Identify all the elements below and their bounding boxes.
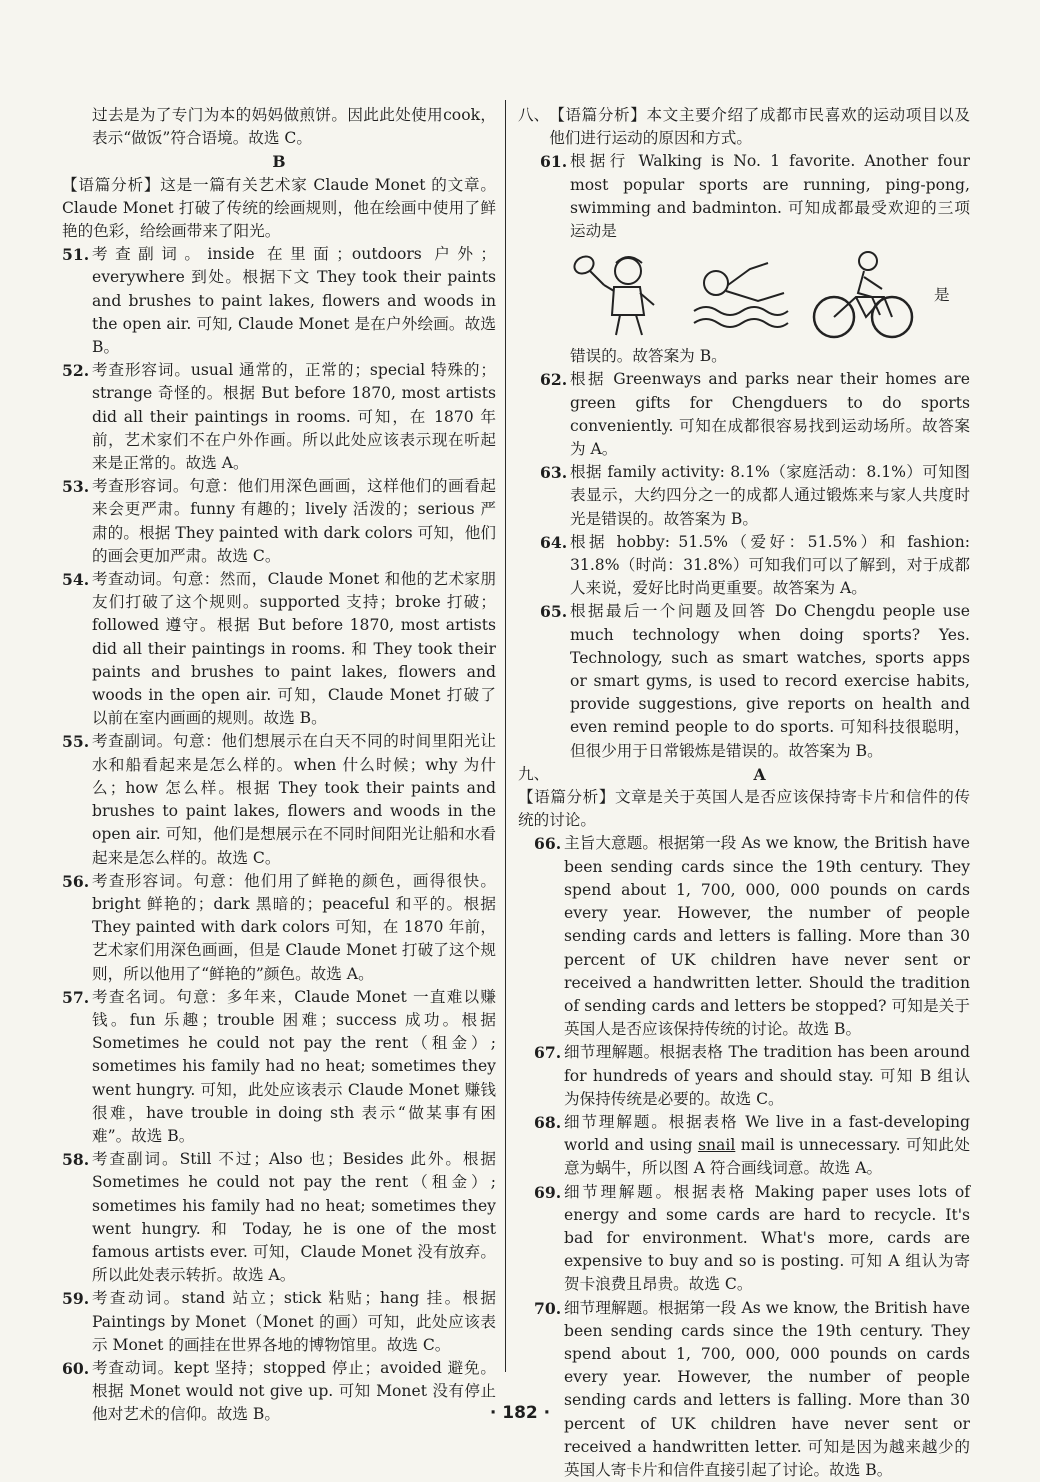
cycling-icon [810, 249, 914, 341]
answer-item [518, 531, 970, 601]
section-number: 八、 [518, 106, 550, 124]
answer-item [62, 870, 496, 986]
continued-text: 过去是为了专门为本的妈妈做煎饼。因此此处使用cook，表示“做饭”符合语境。故选 C。 [92, 106, 496, 148]
section-heading-b: B [272, 152, 286, 172]
page-number: · 182 · [489, 1403, 551, 1423]
answer-text: 考查形容词。句意：他们用了鲜艳的颜色，画得很快。bright 鲜艳的；dark 黑暗的；peaceful 和平的。根据 They painted with dark colors 可知，在 1870 年前，艺术家们用深色画画，但是 Claude Monet 打破了这个规则，所以他用了“鲜艳的”颜色。故选 A。 [92, 871, 496, 983]
answer-text: 根据行 Walking is No. 1 favorite. Another four most popular sports are running, ping-pong, swimming and badminton. 可知成都最受欢迎的三项运动是 [570, 152, 970, 241]
answer-item [518, 1111, 970, 1181]
answer-text-tail: 是 [934, 285, 950, 304]
answer-text: 根据 family activity: 8.1%（家庭活动：8.1%）可知图表显示，大约四分之一的成都人通过锻炼来与家人共度时光是错误的。故答案为 B。 [570, 463, 970, 528]
answer-item [518, 150, 970, 243]
answer-item [518, 1297, 970, 1482]
question-number: 55. [62, 732, 90, 752]
question-number: 62. [540, 370, 568, 390]
answer-text: 考查形容词。usual 通常的，正常的；special 特殊的；strange 奇怪的。根据 But before 1870, most artists did all their paintings in rooms. 可知，在 1870 年前，艺术家们不在户外作画。所以此处应该表示现在听起来是正常的。故选 A。 [92, 361, 496, 473]
answer-text: 细节理解题。根据表格 Making paper uses lots of energy and some cards are hard to recycle. It's bad for environment. What's more, cards are expensive to buy and so is posting. 可知 A 组认为寄贺卡浪费且昂贵。故选 C。 [564, 1182, 970, 1294]
column-divider [505, 100, 506, 1372]
underlined-word: snail [697, 1136, 736, 1155]
answer-text-part: mail is unnecessary. 可知此处意为蜗牛，所以图 A 符合画线词意。故选 A。 [564, 1136, 970, 1178]
question-number: 63. [540, 463, 568, 483]
answer-text [564, 1111, 970, 1181]
question-number: 64. [540, 532, 568, 552]
answer-text: 细节理解题。根据第一段 As we know, the British have been sending cards since the 19th century. They spend about 1, 700, 000, 000 pounds on cards every year. However, the number of people sending cards and letters is falling. More than 30 percent of UK children have never sent or received a handwritten letter. 可知是因为越来越少的英国人寄卡片和信件直接引起了讨论。故选 B。 [564, 1298, 970, 1479]
answer-item [62, 1287, 496, 1357]
question-number: 59. [62, 1289, 90, 1309]
question-number: 61. [540, 152, 568, 172]
question-number: 68. [534, 1112, 562, 1132]
answer-item [62, 986, 496, 1148]
answer-text: 根据 Greenways and parks near their homes are green gifts for Chengduers to do sports conveniently. 可知在成都很容易找到运动场所。故答案为 A。 [570, 370, 970, 459]
answer-item [62, 1148, 496, 1287]
answer-text: 考查形容词。句意：他们用深色画画，这样他们的画看起来会更严肃。funny 有趣的；lively 活泼的；serious 严肃的。根据 They painted with dark colors 可知，他们的画会更加严肃。故选 C。 [92, 477, 496, 565]
answer-text: 考查副词。Still 不过；Also 也；Besides 此外。根据 Sometimes he could not pay the rent（租金）; sometimes his family had no heat; sometimes they went hungry. 和 Today, he is one of the most famous artists ever. 可知，Claude Monet 没有放弃。所以此处表示转折。故选 A。 [92, 1150, 496, 1285]
question-number: 66. [534, 834, 562, 854]
passage-analysis: 【语篇分析】文章是关于英国人是否应该保持寄卡片和信件的传统的讨论。 [518, 788, 970, 830]
badminton-icon [566, 249, 670, 341]
passage-analysis: 【语篇分析】这是一篇有关艺术家 Claude Monet 的文章。Claude Monet 打破了传统的绘画规则，他在绘画中使用了鲜艳的色彩，给绘画带来了阳光。 [62, 175, 496, 241]
answer-list [518, 368, 970, 762]
question-number: 70. [534, 1298, 562, 1318]
question-number: 52. [62, 361, 90, 381]
sports-illustrations [566, 247, 970, 343]
question-number: 67. [534, 1043, 562, 1063]
section-number: 九、 [518, 764, 550, 783]
question-number: 69. [534, 1182, 562, 1202]
question-number: 58. [62, 1150, 90, 1170]
left-column [62, 104, 496, 1427]
answer-text: 考查名词。句意：多年来，Claude Monet 一直难以赚钱。fun 乐趣；trouble 困难；success 成功。根据 Sometimes he could not pay the rent（租金）; sometimes his family had no heat; sometimes they went hungry. 可知，此处应该表示 Claude Monet 赚钱很难，have trouble in doing sth 表示“做某事有困难”。故选 B。 [92, 987, 496, 1145]
answer-item [518, 832, 970, 1041]
question-number: 57. [62, 987, 90, 1007]
question-number: 53. [62, 477, 90, 497]
answer-text: 考查动词。句意：然而，Claude Monet 和他的艺术家朋友们打破了这个规则。supported 支持；broke 打破；followed 遵守。根据 But before 1870, most artists did all their paintings in rooms. 和 They took their paints and brushes to paint lakes, flowers and woods in the open air. 可知，Claude Monet 打破了以前在室内画画的规则。故选 B。 [92, 570, 496, 728]
question-number: 65. [540, 602, 568, 622]
answer-text-continued: 错误的。故答案为 B。 [570, 347, 727, 366]
answer-item [518, 368, 970, 461]
answer-text-part: 细节理解题。根据表格 We live in a fast-developing world and using [564, 1112, 970, 1155]
answer-text: 根据 hobby: 51.5%（爱好：51.5%）和 fashion: 31.8%（时尚：31.8%）可知我们可以了解到，对于成都人来说，爱好比时尚更重要。故答案为 A。 [570, 532, 970, 598]
question-number: 54. [62, 570, 90, 590]
answer-item [62, 475, 496, 568]
answer-item [62, 730, 496, 869]
answer-item [62, 359, 496, 475]
answer-text: 主旨大意题。根据第一段 As we know, the British have been sending cards since the 19th century. They spend about 1, 700, 000, 000 pounds on cards every year. However, the number of people sending cards and letters is falling. More than 30 percent of UK children have never sent or received a handwritten letter. Should the tradition of sending cards and letters be stopped? 可知是关于英国人是否应该保持传统的讨论。故选 B。 [564, 834, 970, 1039]
answer-list [62, 243, 496, 1426]
answer-item [62, 243, 496, 359]
swimming-icon [688, 249, 792, 341]
section-8-header [518, 104, 970, 150]
question-number: 60. [62, 1358, 90, 1378]
answer-text: 考查副词。inside 在里面；outdoors 户外；everywhere 到处。根据下文 They took their paints and brushes to paint lakes, flowers and woods in the open air. 可知, Claude Monet 是在户外绘画。故选 B。 [92, 245, 496, 357]
question-number: 51. [62, 245, 90, 265]
answer-text: 考查动词。stand 站立；stick 粘贴；hang 挂。根据 Paintings by Monet（Monet 的画）可知，此处应该表示 Monet 的画挂在世界各地的博物馆里。故选 C。 [92, 1289, 496, 1354]
answer-text: 考查动词。kept 坚持；stopped 停止；avoided 避免。根据 Monet would not give up. 可知 Monet 没有停止他对艺术的信仰。故选 B。 [92, 1358, 496, 1424]
section-9-header [518, 763, 970, 786]
answer-item [518, 461, 970, 531]
answer-item [62, 568, 496, 730]
answer-item [518, 1181, 970, 1297]
answer-item [518, 600, 970, 762]
answer-text: 根据最后一个问题及回答 Do Chengdu people use much technology when doing sports? Yes. Technology, such as smart watches, sports apps or smart gyms, is used to record exercise habits, provide suggestions, give reports on health and even remind people to do sports. 可知科技很聪明，但很少用于日常锻炼是错误的。故答案为 B。 [570, 602, 970, 760]
passage-analysis: 【语篇分析】本文主要介绍了成都市民喜欢的运动项目以及他们进行运动的原因和方式。 [549, 106, 970, 148]
answer-item [518, 1041, 970, 1111]
answer-text: 细节理解题。根据表格 The tradition has been around for hundreds of years and should stay. 可知 B 组认为保持传统是必要的。故选 C。 [564, 1043, 970, 1108]
section-heading-a: A [753, 764, 766, 784]
answer-text: 考查副词。句意：他们想展示在白天不同的时间里阳光让水和船看起来是怎么样的。when 什么时候；why 为什么；how 怎么样。根据 They took their paints and brushes to paint lakes, flowers and woods in the open air. 可知，他们是想展示在不同时间阳光让船和水看起来是怎么样的。故选 C。 [92, 732, 496, 867]
question-number: 56. [62, 871, 90, 891]
right-column [518, 104, 970, 1482]
